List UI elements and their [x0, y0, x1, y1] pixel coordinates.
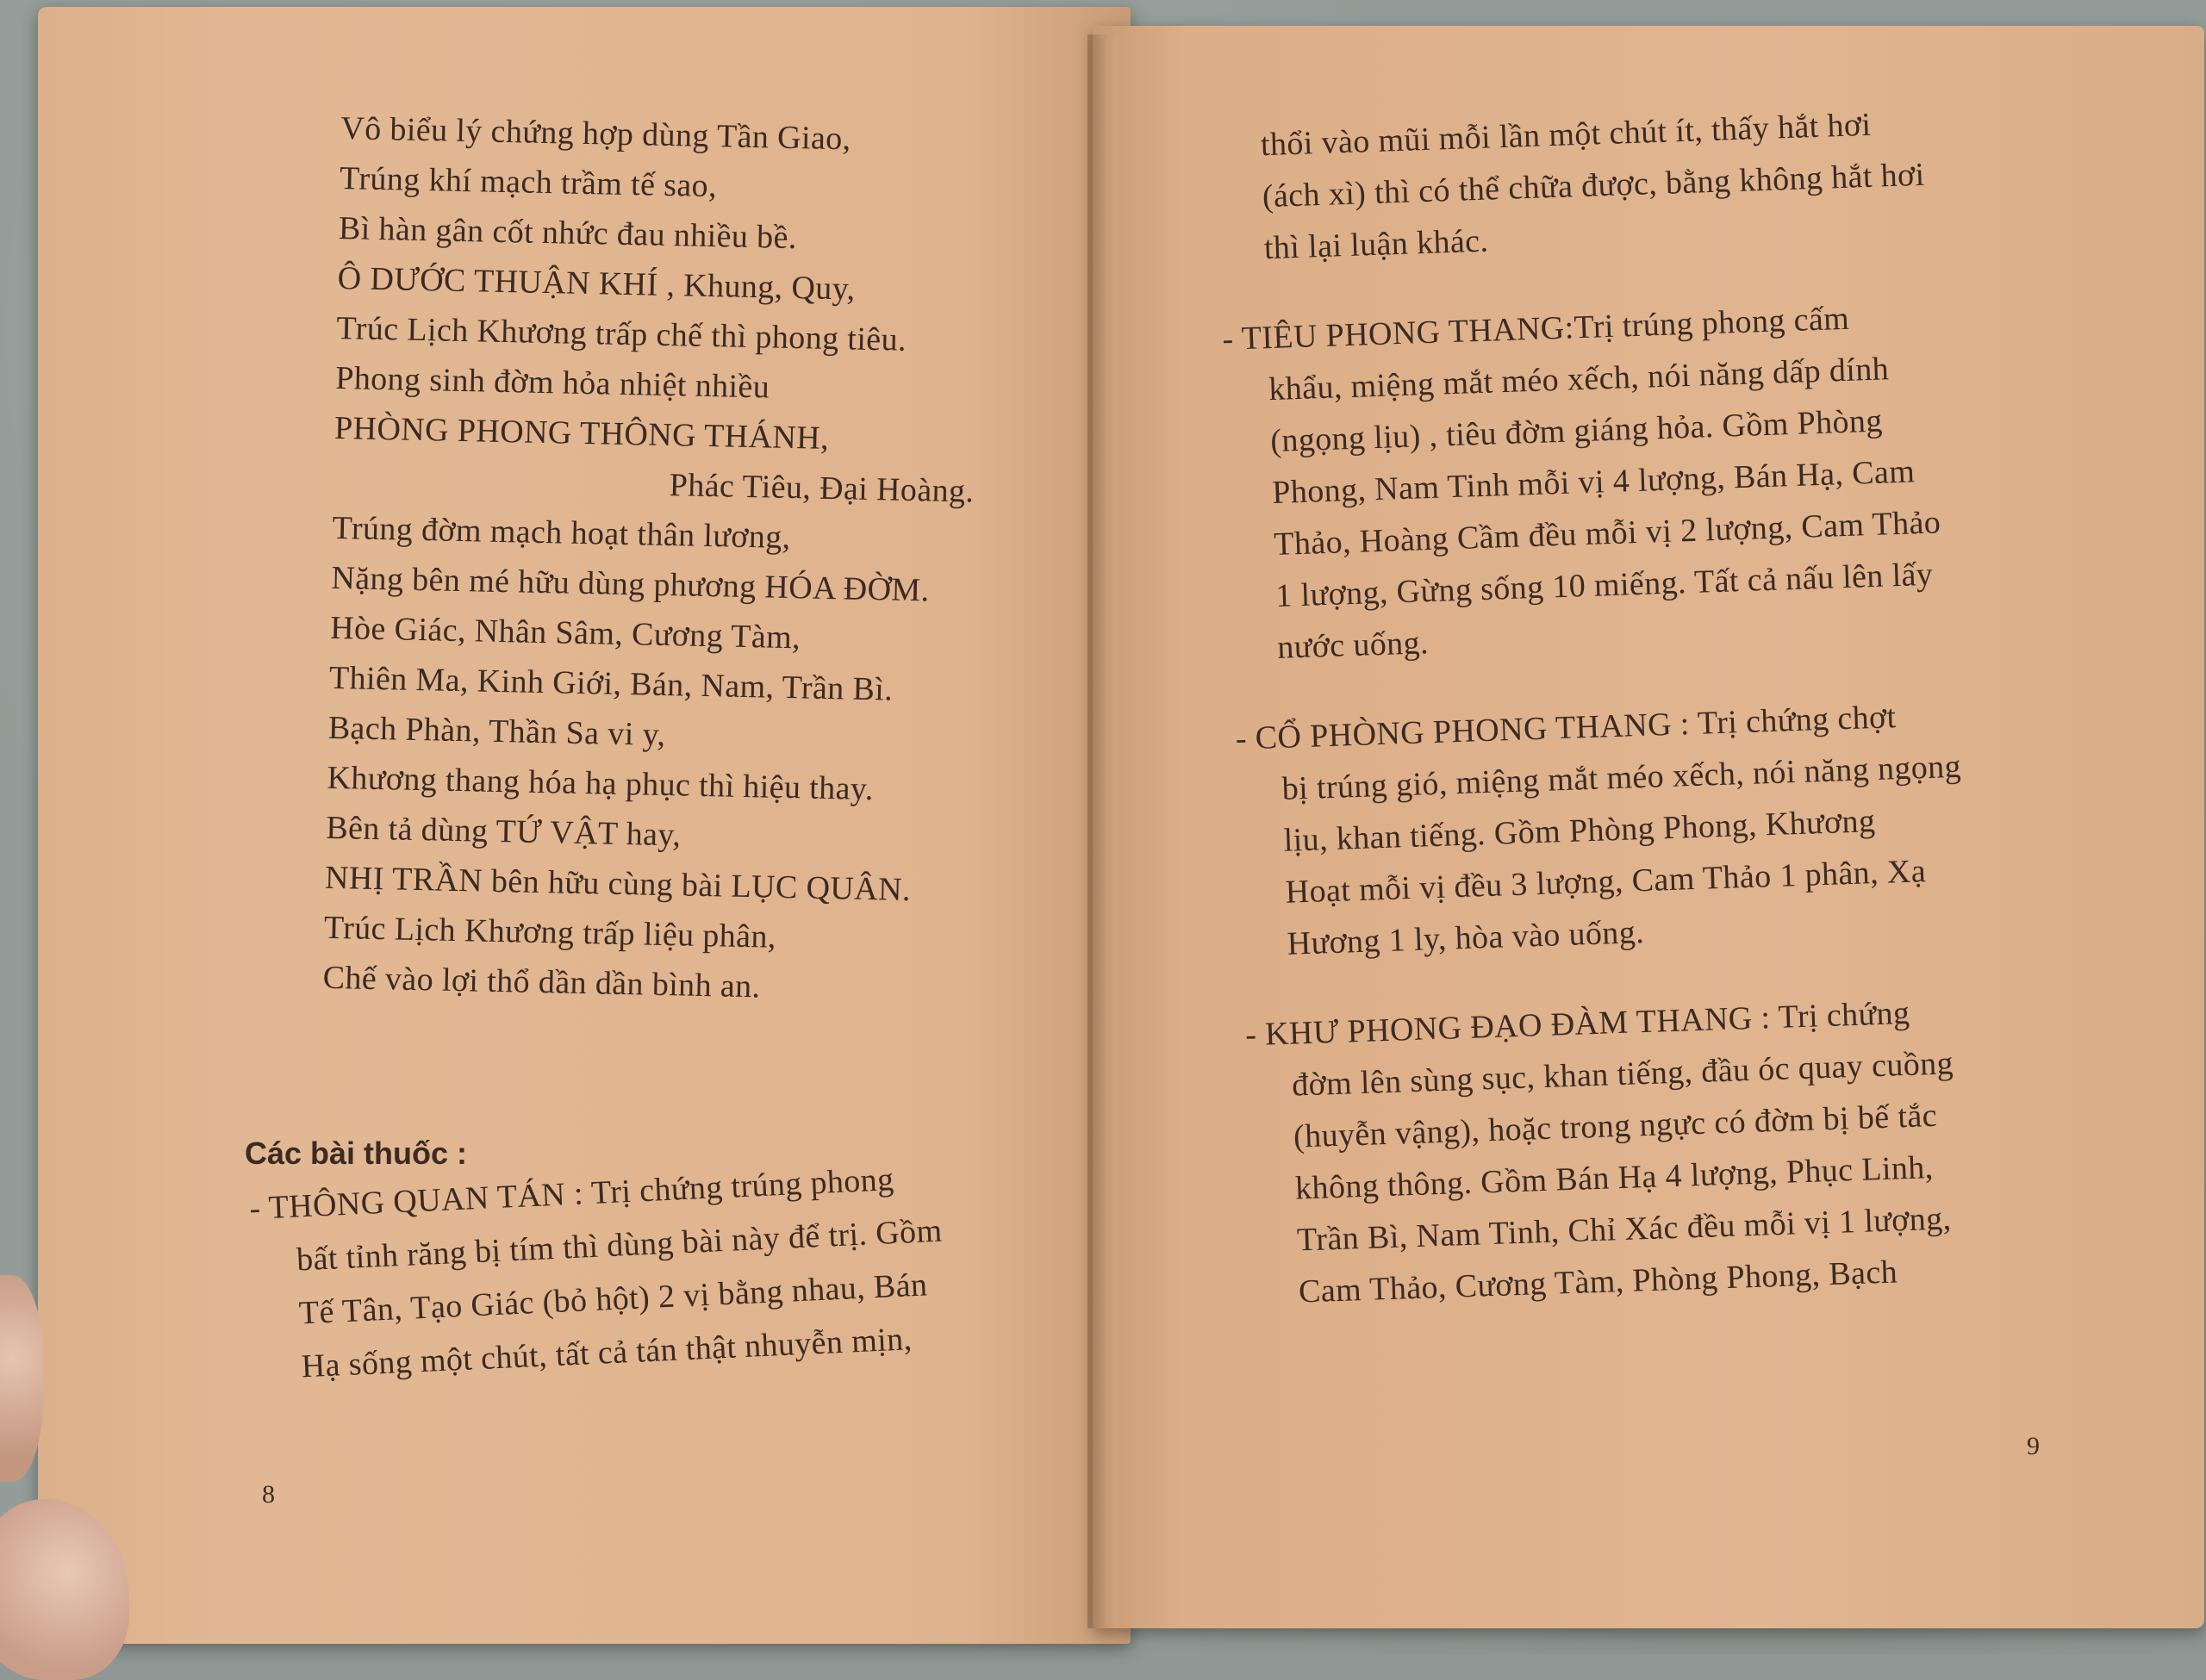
poem-line: Ô DƯỚC THUẬN KHÍ , Khung, Quy, — [337, 259, 856, 308]
paragraph-line: (huyễn vậng), hoặc trong ngực có đờm bị bế tắc — [1293, 1097, 1938, 1155]
poem-line: Vô biểu lý chứng hợp dùng Tần Giao, — [340, 109, 851, 158]
paragraph-line: bị trúng gió, miệng mắt méo xếch, nói năng ngọng — [1281, 748, 1962, 807]
paragraph-line: Hoạt mỗi vị đều 3 lượng, Cam Thảo 1 phân, Xạ — [1285, 853, 1927, 911]
section-heading: Các bài thuốc : — [245, 1136, 468, 1171]
poem-line: NHỊ TRẦN bên hữu cùng bài LỤC QUÂN. — [324, 859, 912, 909]
paragraph-line: (ách xì) thì có thể chữa được, bằng không hắt hơi — [1262, 156, 1926, 215]
recipe-co-phong-phong-thang — [1235, 689, 1967, 972]
poem-line: PHÒNG PHONG THÔNG THÁNH, — [333, 409, 830, 457]
recipe-line: Hạ sống một chút, tất cả tán thật nhuyễn mịn, — [300, 1321, 913, 1385]
poem-line: Nặng bên mé hữu dùng phương HÓA ĐỜM. — [331, 559, 930, 609]
paragraph-line: khẩu, miệng mắt méo xếch, nói năng dấp dính — [1268, 351, 1890, 408]
poem-line: Trúc Lịch Khương trấp liệu phân, — [323, 909, 777, 955]
poem-line: Bạch Phàn, Thần Sa vi y, — [327, 709, 666, 754]
poem-line: Trúng đờm mạch hoạt thân lương, — [332, 509, 791, 557]
paragraph-line: Cam Thảo, Cương Tàm, Phòng Phong, Bạch — [1298, 1254, 1898, 1310]
paragraph-line: lịu, khan tiếng. Gồm Phòng Phong, Khương — [1283, 803, 1876, 859]
poem-line: Hòe Giác, Nhân Sâm, Cương Tàm, — [329, 609, 801, 656]
paragraph-line: (ngọng lịu) , tiêu đờm giáng hỏa. Gồm Phòng — [1269, 402, 1884, 460]
poem-line: Khương thang hóa hạ phục thì hiệu thay. — [327, 759, 875, 808]
recipe-line: Tế Tân, Tạo Giác (bỏ hột) 2 vị bằng nhau, Bán — [298, 1266, 929, 1332]
paragraph-line: đờm lên sùng sục, khan tiếng, đầu óc quay cuồng — [1291, 1045, 1954, 1104]
paragraph-line: thổi vào mũi mỗi lần một chút ít, thấy hắt hơi — [1260, 106, 1872, 164]
poem-line: Trúng khí mạch trầm tế sao, — [339, 159, 718, 205]
paragraph — [1215, 96, 1944, 276]
paragraph-line: Thảo, Hoàng Cầm đều mỗi vị 2 lượng, Cam Thảo — [1273, 504, 1941, 563]
paragraph-line: - TIÊU PHONG THANG:Trị trúng phong cấm — [1221, 300, 1850, 358]
paragraph-line: thì lại luận khác. — [1263, 222, 1489, 267]
recipe-tieu-phong-thang — [1221, 289, 1957, 675]
recipe-line: bất tỉnh răng bị tím thì dùng bài này để trị. Gồm — [296, 1212, 944, 1279]
poem-line: Bên tả dùng TỨ VẬT hay, — [325, 809, 682, 854]
right-text — [1215, 96, 1979, 1338]
poem-line: Phong sinh đờm hỏa nhiệt nhiều — [334, 359, 770, 406]
paragraph-line: Trần Bì, Nam Tinh, Chỉ Xác đều mỗi vị 1 lượng, — [1296, 1200, 1953, 1259]
paragraph-line: không thông. Gồm Bán Hạ 4 lượng, Phục Linh, — [1294, 1149, 1935, 1207]
book-gutter — [1087, 34, 1119, 1628]
recipe-line: - THÔNG QUAN TÁN : Trị chứng trúng phong — [248, 1161, 895, 1227]
page-number-left: 8 — [262, 1480, 275, 1509]
poem-line: Phác Tiêu, Đại Hoàng. — [669, 467, 975, 510]
page-number-right: 9 — [2027, 1432, 2040, 1460]
paragraph-line: Phong, Nam Tinh mỗi vị 4 lượng, Bán Hạ, Cam — [1271, 453, 1916, 512]
paragraph-line: - KHƯ PHONG ĐẠO ĐÀM THANG : Trị chứng — [1244, 994, 1910, 1054]
paragraph-line: 1 lượng, Gừng sống 10 miếng. Tất cả nấu lên lấy — [1274, 556, 1934, 614]
poem-line: Bì hàn gân cốt nhức đau nhiều bề. — [338, 209, 798, 257]
paragraph-line: - CỔ PHÒNG PHONG THANG : Trị chứng chợt — [1235, 699, 1898, 757]
paragraph-line: Hương 1 ly, hòa vào uống. — [1287, 914, 1645, 962]
recipe-thong-quan-tan — [248, 1151, 948, 1396]
poem-line: Trúc Lịch Khương trấp chế thì phong tiêu. — [336, 309, 907, 358]
poem-line: Thiên Ma, Kinh Giới, Bán, Nam, Trần Bì. — [328, 659, 894, 708]
paragraph-line: nước uống. — [1276, 625, 1430, 666]
left-poem — [322, 103, 981, 1016]
poem-line: Chế vào lợi thổ dần dần bình an. — [322, 959, 761, 1005]
recipe-khu-phong-dao-dam-thang — [1244, 986, 1979, 1320]
